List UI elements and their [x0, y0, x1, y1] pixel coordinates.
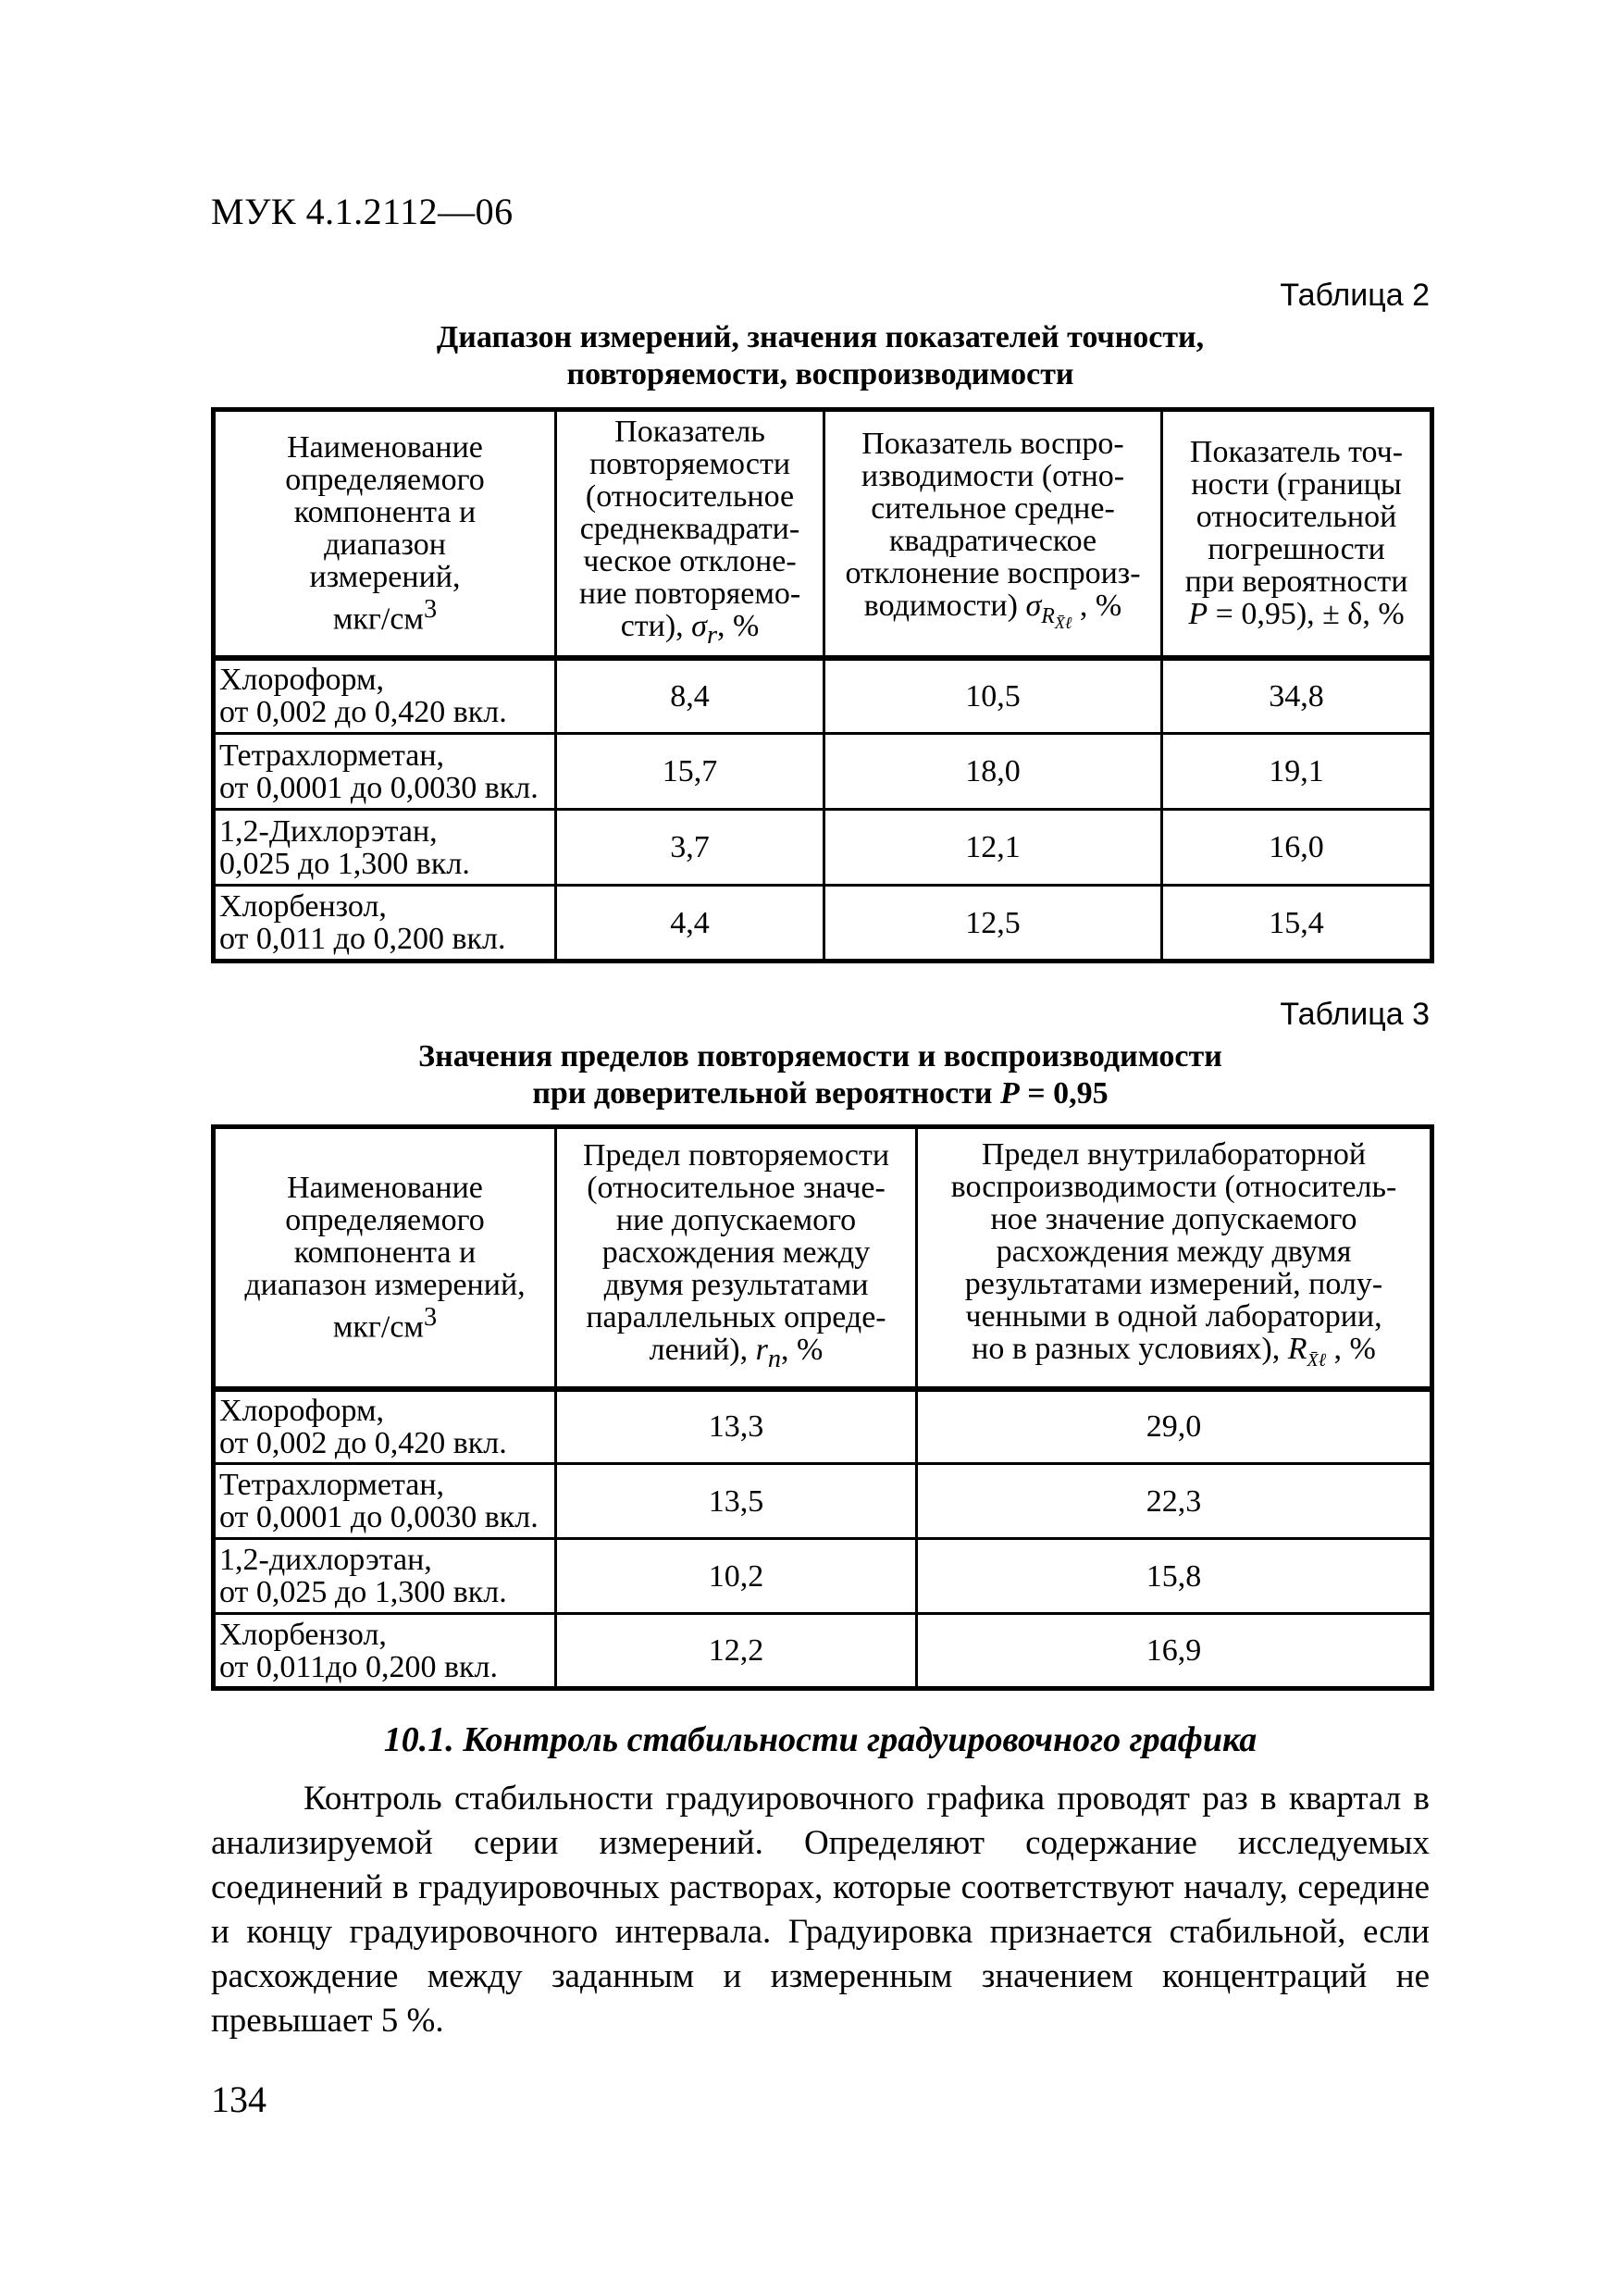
body-paragraph: Контроль стабильности градуировочного графика проводят раз в квартал в анализируемой серии измерений. Определяют содержание исследуемых соединений в градуировочных растворах, которые соответствуют началу, середине и концу градуировочного интервала. Градуировка признается стабильной, если расхождение между заданным и измеренным значением концентраций не превышает 5 %. [211, 1780, 1430, 2040]
table-cell-value: 19,1 [1162, 734, 1432, 810]
table-3-header-component: Наименование определяемого компонента и диапазон измерений, мкг/$см^3$ [214, 1127, 556, 1389]
table-2-title-line-2: повторяемости, воспроизводимости [566, 357, 1074, 391]
table-row [214, 886, 1432, 962]
table-cell-value: 16,0 [1162, 810, 1432, 886]
table-3-title-line-2: при доверительной вероятности P = 0,95 [532, 1076, 1109, 1111]
table-cell-value: 12,5 [824, 886, 1162, 962]
table-row [214, 810, 1432, 886]
table-cell-value: 15,8 [917, 1539, 1432, 1614]
table-row [214, 1389, 1432, 1464]
table-cell-value: 8,4 [556, 658, 824, 734]
section-heading: 10.1. Контроль стабильности градуировочного графика [383, 1720, 1258, 1759]
table-row [214, 658, 1432, 734]
table-cell-component: Хлорбензол, от 0,011 до 0,200 вкл. [214, 886, 556, 962]
table-cell-value: 22,3 [917, 1464, 1432, 1539]
table-3-title-line-1: Значения пределов повторяемости и воспроизводимости [418, 1039, 1222, 1074]
table-row [214, 1614, 1432, 1689]
table-2-header-component: Наименование определяемого компонента и диапазон измерений, мкг/$см^3$ [214, 410, 556, 658]
table-3-title [211, 1038, 1430, 1112]
table-2-header-row [214, 410, 1432, 658]
table-cell-component: 1,2-Дихлорэтан, 0,025 до 1,300 вкл. [214, 810, 556, 886]
table-cell-component: 1,2-дихлорэтан, от 0,025 до 1,300 вкл. [214, 1539, 556, 1614]
page-number: 134 [211, 2079, 266, 2120]
table-row [214, 1539, 1432, 1614]
table-2-header-accuracy: Показатель точ- ности (границы относительной погрешности при вероятности P = 0,95), ± δ, % [1162, 410, 1432, 658]
document-header: МУК 4.1.2112—06 [211, 191, 514, 232]
table-3-header-repeatability-limit: Предел повторяемости (относительное значе- ние допускаемого расхождения между двумя результатами параллельных опреде- лений), $r_n$, % [556, 1127, 917, 1389]
table-cell-value: 4,4 [556, 886, 824, 962]
table-2-header-repeatability: Показатель повторяемости (относительное среднеквадрати- ческое отклоне- ние повторяемо- сти), $\sigma_r$, % [556, 410, 824, 658]
table-3 [211, 1124, 1434, 1691]
table-3-header-row [214, 1127, 1432, 1389]
table-2-label: Таблица 2 [1280, 278, 1430, 313]
table-cell-value: 18,0 [824, 734, 1162, 810]
table-cell-value: 29,0 [917, 1389, 1432, 1464]
table-cell-component: Хлороформ, от 0,002 до 0,420 вкл. [214, 658, 556, 734]
table-cell-value: 15,7 [556, 734, 824, 810]
table-row [214, 734, 1432, 810]
table-cell-component: Тетрахлорметан, от 0,0001 до 0,0030 вкл. [214, 1464, 556, 1539]
table-cell-component: Хлорбензол, от 0,011до 0,200 вкл. [214, 1614, 556, 1689]
table-cell-value: 13,3 [556, 1389, 917, 1464]
table-cell-value: 13,5 [556, 1464, 917, 1539]
table-3-header-reproducibility-limit: Предел внутрилабораторной воспроизводимости (относитель- ное значение допускаемого расхождения между двумя результатами измерений, полу- ченными в одной лаборатории, но в разных условиях), $R_{X̄\ell}$ , % [917, 1127, 1432, 1389]
table-cell-component: Хлороформ, от 0,002 до 0,420 вкл. [214, 1389, 556, 1464]
table-cell-value: 12,1 [824, 810, 1162, 886]
table-cell-value: 15,4 [1162, 886, 1432, 962]
table-cell-value: 12,2 [556, 1614, 917, 1689]
table-2-header-reproducibility: Показатель воспро- изводимости (отно- сительное средне- квадратическое отклонение воспроиз- водимости) $\sigma_{R_{X̄\ell}}$ , % [824, 410, 1162, 658]
table-2-title [211, 319, 1430, 393]
table-cell-value: 16,9 [917, 1614, 1432, 1689]
table-row [214, 1464, 1432, 1539]
table-cell-component: Тетрахлорметан, от 0,0001 до 0,0030 вкл. [214, 734, 556, 810]
table-2 [211, 407, 1434, 963]
table-cell-value: 10,5 [824, 658, 1162, 734]
table-2-title-line-1: Диапазон измерений, значения показателей точности, [436, 320, 1205, 354]
table-3-label: Таблица 3 [1280, 997, 1430, 1032]
table-cell-value: 3,7 [556, 810, 824, 886]
table-cell-value: 10,2 [556, 1539, 917, 1614]
table-cell-value: 34,8 [1162, 658, 1432, 734]
